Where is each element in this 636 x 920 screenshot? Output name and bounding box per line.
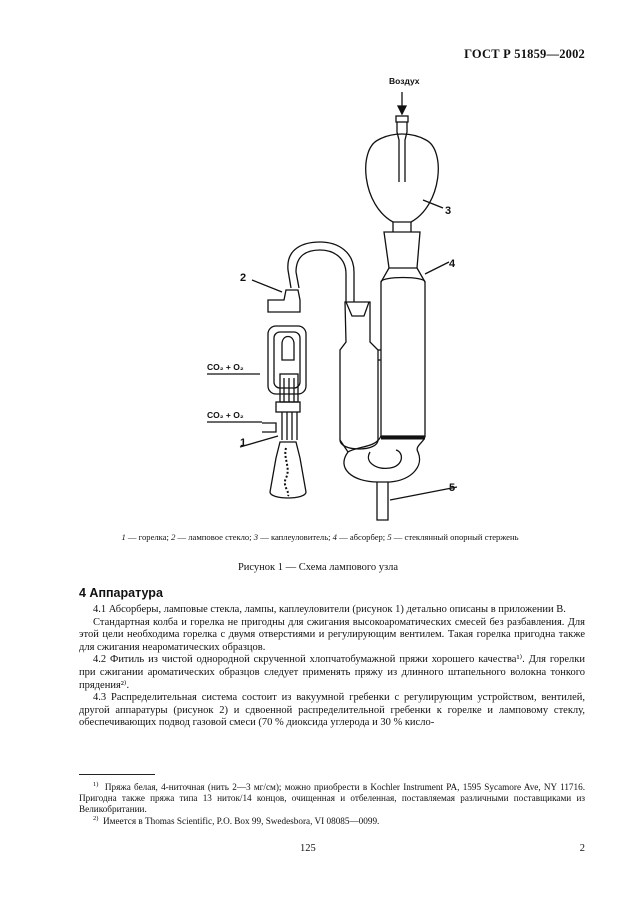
air-label: Воздух — [389, 76, 420, 86]
callout-3: 3 — [445, 205, 452, 217]
footnote-2: $^{2)}$ Имеется в Thomas Scientific, P.O. Box 99, Swedesbora, VI 08085—0099. — [93, 815, 380, 827]
co2-label-burner: CO₂ + O₂ — [207, 410, 244, 420]
page-number-center: 125 — [300, 843, 316, 854]
footnote-divider — [79, 774, 155, 775]
fuel-flask — [270, 442, 306, 498]
callout-4-leader — [425, 262, 449, 274]
callout-1: 1 — [240, 437, 247, 449]
absorber-body — [381, 278, 425, 437]
wick — [285, 448, 288, 496]
bottom-u-bend — [344, 436, 425, 482]
inlet-tube — [397, 120, 407, 182]
glass-support-rod — [377, 482, 388, 520]
section-heading: 4 Аппаратура — [79, 586, 163, 600]
inlet-tip — [396, 116, 408, 122]
gas-inlet-pipe — [262, 423, 276, 432]
burner-collar — [276, 402, 300, 412]
callout-3-leader — [423, 200, 443, 208]
standard-number: ГОСТ Р 51859—2002 — [464, 47, 585, 61]
absorber-joint — [384, 232, 420, 268]
figure-caption: Рисунок 1 — Схема лампового узла — [237, 562, 399, 573]
page-number-right: 2 — [579, 843, 585, 854]
callout-4: 4 — [449, 258, 456, 270]
section-body — [79, 604, 585, 730]
callout-2-leader — [252, 280, 282, 292]
callout-5-leader — [390, 487, 457, 500]
co2-label-lamp: CO₂ + O₂ — [207, 362, 244, 372]
gooseneck-tube — [288, 242, 354, 302]
drip-catcher-bulb — [366, 134, 439, 222]
paragraph-4-2: 4.2 Фитиль из чистой однородной скрученной хлопчатобумажной пряжи хорошего качества¹⁾. Для горелки при сжигании ароматических образцов следует применять пряжу из длинного штапельного волокна тонкого прядения²⁾. — [79, 654, 585, 691]
drip-catcher-neck — [393, 222, 411, 232]
air-inlet-arrowhead — [398, 106, 406, 114]
paragraph-4-1: 4.1 Абсорберы, ламповые стекла, лампы, каплеуловители (рисунок 1) детально описаны в приложении В. — [93, 604, 566, 615]
callout-5: 5 — [449, 482, 456, 494]
paragraph-4-3: 4.3 Распределительная система состоит из вакуумной гребенки с регулирующим устройством, вентилей, другой аппаратуры (рисунок 2) и сдвоенной распределительной гребенки к горелке и ламповому стеклу, обеспечивающих подвод газовой смеси (70 % диоксида углерода и 30 % кисло- — [79, 692, 585, 729]
paragraph-standard-flask: Стандартная колба и горелка не пригодны для сжигания высокоароматических смесей без разбавления. Для этой цели необходима горелка с двумя отверстиями и регулирующим вентилем. Такая горелка пригодна также для сжигания неароматических образцов. — [79, 616, 585, 653]
callout-2: 2 — [240, 272, 247, 284]
figure-legend: 1 — горелка; 2 — ламповое стекло; 3 — каплеуловитель; 4 — абсорбер; 5 — стеклянный опорный стержень — [121, 532, 519, 542]
burner-flame-tube — [282, 337, 294, 361]
lamp-chimney-neck — [268, 290, 300, 312]
footnote-1: $^{1)}$ Пряжа белая, 4-ниточная (нить 2—3 мг/см); можно приобрести в Kochler Instrument PA, 1595 Sycamore Ave, NY 11716. Пригодна также пряжа типа 13 ниток/14 концов, очищенная и отбеленная, поставляемая различными поставщиками из Великобритании. — [79, 781, 586, 815]
middle-column — [340, 302, 378, 449]
lamp-assembly-diagram — [160, 70, 480, 530]
